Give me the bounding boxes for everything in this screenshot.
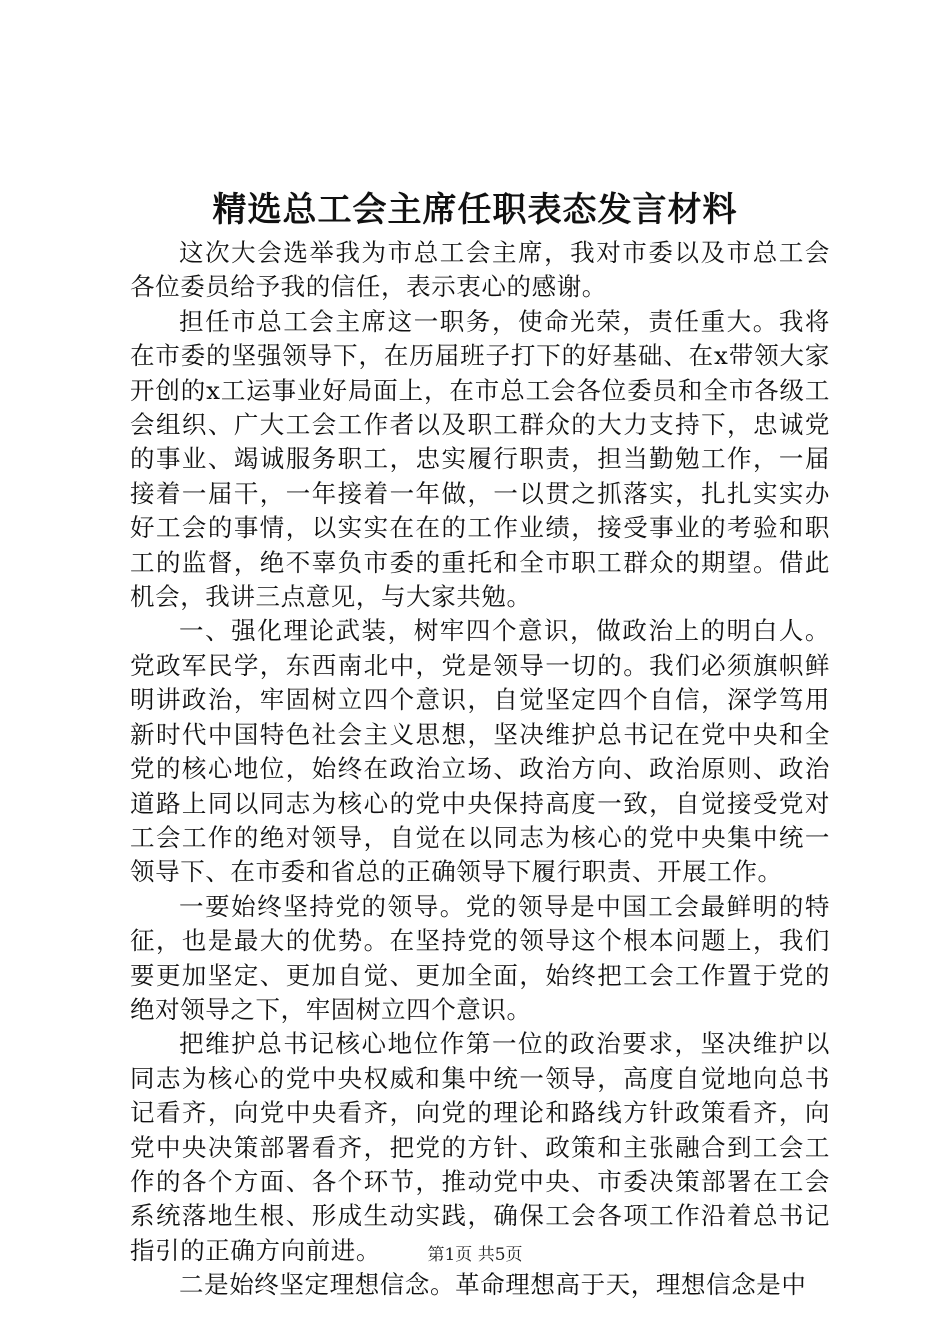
paragraph-6: 二是始终坚定理想信念。革命理想高于天，理想信念是中 (179, 1270, 807, 1300)
paragraph-4: 一要始终坚持党的领导。党的领导是中国工会最鲜明的特征，也是最大的优势。在坚持党的领导这个根本问题上，我们要更加坚定、更加自觉、更加全面，始终把工会工作置于党的绝对领导之下，牢固树立四个意识。 (130, 891, 830, 1024)
paragraph-1: 这次大会选举我为市总工会主席，我对市委以及市总工会各位委员给予我的信任，表示衷心的感谢。 (130, 238, 830, 302)
paragraph-3: 一、强化理论武装，树牢四个意识，做政治上的明白人。党政军民学，东西南北中，党是领导一切的。我们必须旗帜鲜明讲政治，牢固树立四个意识，自觉坚定四个自信，深学笃用新时代中国特色社会主义思想，坚决维护总书记在党中央和全党的核心地位，始终在政治立场、政治方向、政治原则、政治道路上同以同志为核心的党中央保持高度一致，自觉接受党对工会工作的绝对领导，自觉在以同志为核心的党中央集中统一领导下、在市委和省总的正确领导下履行职责、开展工作。 (130, 616, 830, 887)
document-title: 精选总工会主席任职表态发言材料 (212, 190, 738, 230)
paragraph-5: 把维护总书记核心地位作第一位的政治要求，坚决维护以同志为核心的党中央权威和集中统一领导，高度自觉地向总书记看齐，向党中央看齐，向党的理论和路线方针政策看齐，向党中央决策部署看齐，把党的方针、政策和主张融合到工会工作的各个方面、各个环节，推动党中央、市委决策部署在工会系统落地生根、形成生动实践，确保工会各项工作沿着总书记指引的正确方向前进。 (130, 1029, 830, 1265)
document-body (130, 236, 830, 1303)
paragraph-2: 担任市总工会主席这一职务，使命光荣，责任重大。我将在市委的坚强领导下，在历届班子打下的好基础、在x带领大家开创的x工运事业好局面上，在市总工会各位委员和全市各级工会组织、广大工会工作者以及职工群众的大力支持下，忠诚党的事业、竭诚服务职工，忠实履行职责，担当勤勉工作，一届接着一届干，一年接着一年做，一以贯之抓落实，扎扎实实办好工会的事情，以实实在在的工作业绩，接受事业的考验和职工的监督，绝不辜负市委的重托和全市职工群众的期望。借此机会，我讲三点意见，与大家共勉。 (130, 306, 830, 612)
page-number-footer: 第1页 共5页 (427, 1245, 523, 1265)
